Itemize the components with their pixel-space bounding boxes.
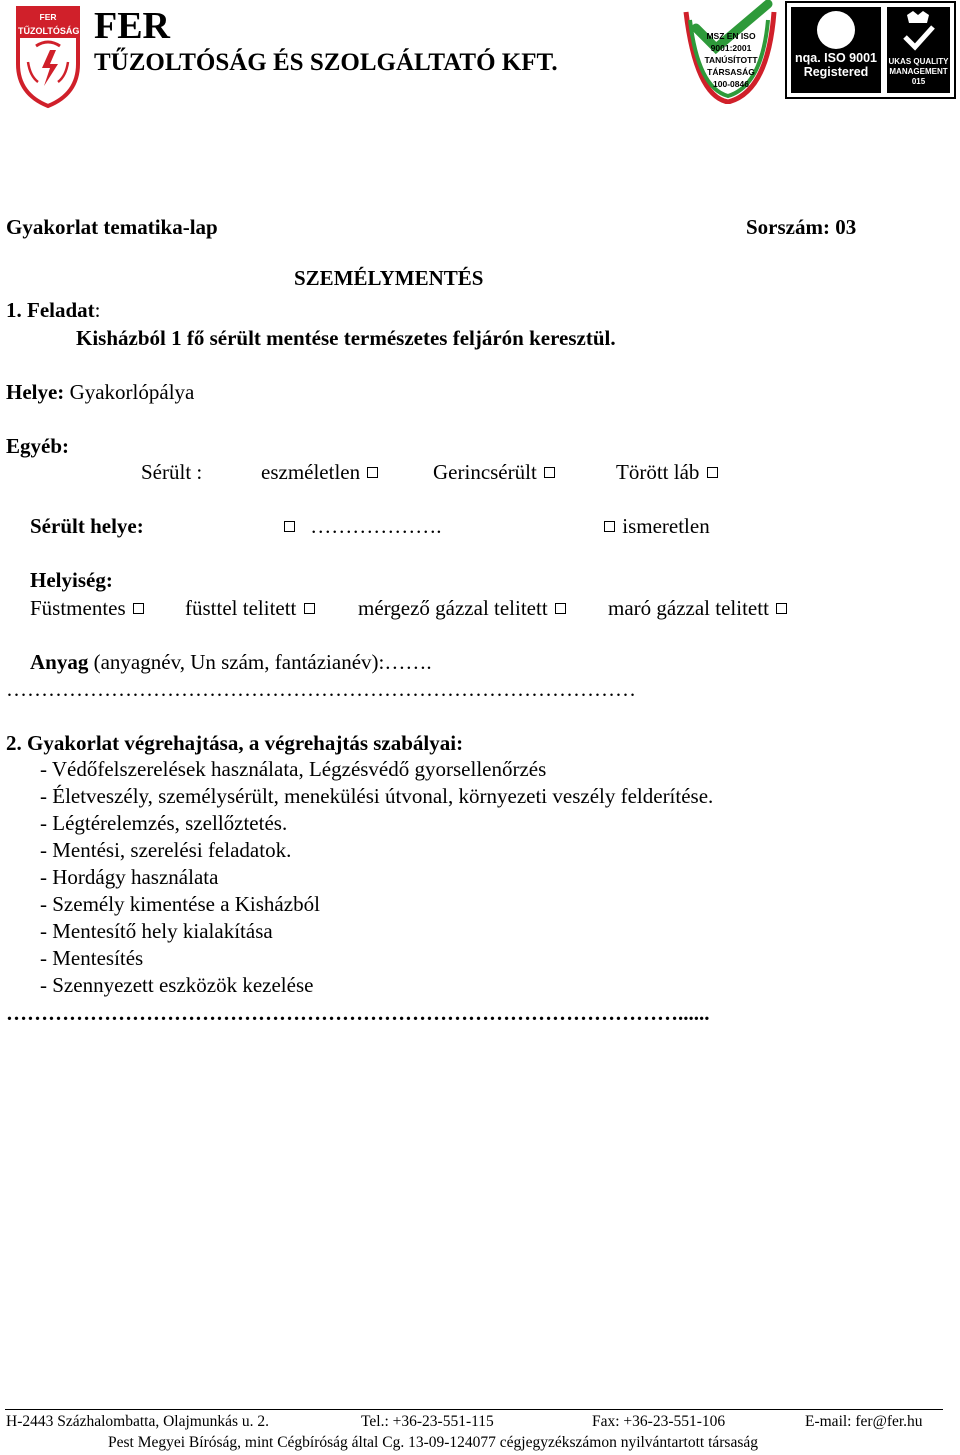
shield-logo-icon xyxy=(14,2,82,110)
task-label: 1. Feladat xyxy=(6,298,95,322)
msz-certificate xyxy=(676,0,780,104)
task-colon: : xyxy=(94,298,101,322)
material-row xyxy=(30,650,432,675)
execution-item: - Életveszély, személysérült, menekülési útvonal, környezeti veszély felderítése. xyxy=(40,784,714,808)
checkbox-toxic[interactable] xyxy=(555,603,566,614)
option-unknown-label: ismeretlen xyxy=(622,514,710,538)
logo-text: TŰZOLTÓSÁG xyxy=(18,26,80,36)
option-unknown[interactable] xyxy=(602,514,710,539)
injured-place-field[interactable] xyxy=(282,514,442,539)
injured-label: Sérült : xyxy=(141,460,203,484)
nqa-text: nqa. ISO 9001 Registered xyxy=(795,51,877,79)
injured-place-dots: ………………. xyxy=(310,514,442,538)
option-broken-leg[interactable] xyxy=(616,460,720,485)
checkbox-broken-leg[interactable] xyxy=(707,467,718,478)
location-label: Helye: xyxy=(6,380,65,404)
option-spinal[interactable] xyxy=(433,460,557,485)
msz-certificate-text: MSZ EN ISO 9001:2001 TANÚSÍTOTT TÁRSASÁG 100-0846 xyxy=(704,31,758,89)
task-text: Kisházból 1 fő sérült mentése természetes feljárón keresztül. xyxy=(76,326,616,350)
execution-item: - Mentesítő hely kialakítása xyxy=(40,919,273,943)
option-smokefree-label: Füstmentes xyxy=(30,596,126,620)
execution-item: - Mentési, szerelési feladatok. xyxy=(40,838,292,862)
room-label: Helyiség: xyxy=(30,568,113,592)
task-heading xyxy=(6,298,101,323)
option-unconscious[interactable] xyxy=(261,460,380,485)
footer-divider xyxy=(5,1409,943,1410)
checkbox-smokefree[interactable] xyxy=(133,603,144,614)
option-unconscious-label: eszméletlen xyxy=(261,460,361,484)
option-toxic[interactable] xyxy=(358,596,568,621)
nqa-globe-icon xyxy=(817,11,855,49)
injured-place-label: Sérült helye: xyxy=(30,514,144,538)
other-label: Egyéb: xyxy=(6,434,69,458)
option-smoke-label: füsttel telitett xyxy=(185,596,297,620)
location-value: Gyakorlópálya xyxy=(69,380,195,404)
closing-dots: ……………………………………………………………………………………...... xyxy=(6,1001,710,1025)
execution-item: - Hordágy használata xyxy=(40,865,219,889)
option-broken-leg-label: Törött láb xyxy=(616,460,700,484)
material-text: (anyagnév, Un szám, fantázianév):……. xyxy=(93,650,432,674)
footer-registry: Pest Megyei Bíróság, mint Cégbíróság által Cg. 13-09-124077 cégjegyzékszámon nyilvántartott társaság xyxy=(108,1434,758,1451)
nqa-certificate xyxy=(785,1,956,99)
nqa-logo xyxy=(791,7,881,93)
checkbox-corrosive[interactable] xyxy=(776,603,787,614)
subject-heading: SZEMÉLYMENTÉS xyxy=(294,266,484,290)
checkbox-unknown[interactable] xyxy=(604,521,615,532)
execution-item: - Légtérelemzés, szellőztetés. xyxy=(40,811,288,835)
fer-logo xyxy=(14,2,82,110)
execution-item: - Védőfelszerelések használata, Légzésvédő gyorsellenőrzés xyxy=(40,757,547,781)
footer-email[interactable]: E-mail: fer@fer.hu xyxy=(805,1413,923,1430)
checkbox-smoke[interactable] xyxy=(304,603,315,614)
checkbox-unconscious[interactable] xyxy=(367,467,378,478)
company-short-name: FER xyxy=(94,5,170,47)
ukas-text: UKAS QUALITY MANAGEMENT 015 xyxy=(887,57,950,93)
option-corrosive-label: maró gázzal telitett xyxy=(608,596,769,620)
material-dots-line: ……………………………………………………………………………… xyxy=(6,677,636,701)
option-toxic-label: mérgező gázzal telitett xyxy=(358,596,548,620)
location-row xyxy=(6,380,194,405)
crown-check-icon xyxy=(887,7,950,57)
option-spinal-label: Gerincsérült xyxy=(433,460,537,484)
serial-number: Sorszám: 03 xyxy=(746,215,857,239)
company-full-name: TŰZOLTÓSÁG ÉS SZOLGÁLTATÓ KFT. xyxy=(94,49,558,76)
checkbox-injured-place[interactable] xyxy=(284,521,295,532)
checkbox-spinal[interactable] xyxy=(544,467,555,478)
footer-tel: Tel.: +36-23-551-115 xyxy=(361,1413,494,1430)
document-title: Gyakorlat tematika-lap xyxy=(6,215,218,239)
material-label: Anyag xyxy=(30,650,89,674)
option-smoke[interactable] xyxy=(185,596,317,621)
svg-text:FER: FER xyxy=(39,12,57,22)
footer-address: H-2443 Százhalombatta, Olajmunkás u. 2. xyxy=(6,1413,270,1430)
execution-item: - Személy kimentése a Kisházból xyxy=(40,892,320,916)
footer-fax: Fax: +36-23-551-106 xyxy=(592,1413,726,1430)
option-corrosive[interactable] xyxy=(608,596,789,621)
option-smokefree[interactable] xyxy=(30,596,146,621)
execution-item: - Mentesítés xyxy=(40,946,144,970)
execution-title: 2. Gyakorlat végrehajtása, a végrehajtás szabályai: xyxy=(6,731,464,755)
ukas-logo xyxy=(887,7,950,93)
execution-item: - Szennyezett eszközök kezelése xyxy=(40,973,314,997)
